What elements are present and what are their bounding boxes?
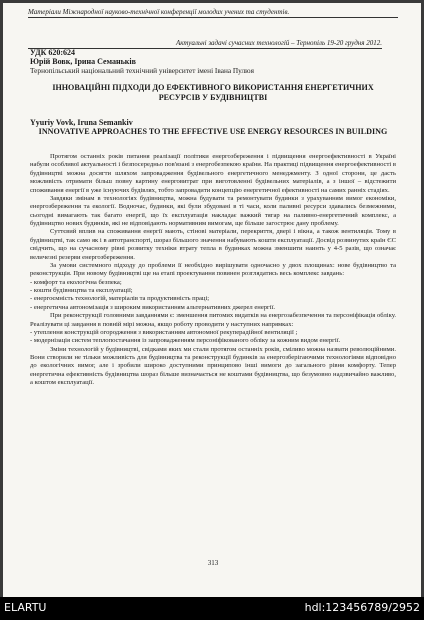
title-english: INNOVATIVE APPROACHES TO THE EFFECTIVE USE ENERGY RESOURCES IN BUILDING bbox=[38, 127, 388, 136]
handle-identifier: hdl:123456789/2952 bbox=[304, 601, 420, 614]
title-ukrainian: ІННОВАЦІЙНІ ПІДХОДИ ДО ЕФЕКТИВНОГО ВИКОРИСТАННЯ ЕНЕРГЕТИЧНИХ РЕСУРСІВ У БУДІВНИЦТВІ bbox=[52, 83, 374, 102]
authors-ukrainian: Юрій Вовк, Ірина Семанькiв bbox=[30, 57, 136, 66]
page-number: 313 bbox=[207, 559, 219, 567]
affiliation: Тернопільський національний технічний університет імені Івана Пулюя bbox=[30, 66, 254, 75]
header-line-2: Актуальні задачі сучасних технологій – Тернопіль 19-20 грудня 2012. bbox=[28, 39, 382, 49]
paragraph: Протягом останніх років питання реалізації політики енергозбереження і підвищення енергоефективності в Україні набули особливої актуальності і безпосередньо пов'язані з енергобезпекою країни. На практиці підвищення енергоефективності в будівництві можна досягти шляхом запровадження будівельного енергетичного менеджменту. З одної сторони, це дасть можливість отримати більш повну картину енерговитрат при виготовленні будівельних матеріалів, а з іншої – відстежити споживання енергії в уже існуючих будівлях, тобто запровадити концепцію енергетичної ефективності на самих ранніх стадіях. bbox=[30, 153, 396, 194]
list-item: - комфорт та екологічна безпека; bbox=[30, 278, 122, 286]
list-item: - кошти будівництва та експлуатації; bbox=[30, 287, 133, 294]
document-page bbox=[3, 3, 421, 597]
list-item: - утеплення конструкцій огородження з використанням автономної рекуперадійної вентиляції ; bbox=[30, 328, 298, 336]
list-item: - модернізація систем теплопостачання із запровадженням персоніфікованого обліку за кожним видом енергії. bbox=[30, 337, 341, 345]
paragraph: Суттєвий вплив на споживання енергії мають, стінові матеріали, перекриття, двері і вікна, а також вентиляція. Тому в будівництві, так само як і в автотранспорті, шораз більшого значення набувають кошти експлуатації. Досвід розвинутих країн ЄС свідчить, що на сучасному рівні розвитку техніки втрату тепла в будинках можна зменшити наинть у 4-5 разів, що означає величезні резерви енергозбереження. bbox=[30, 228, 396, 261]
article-body bbox=[30, 153, 396, 388]
paragraph: При реконструкції головними завданнями є: зменшення питомих видатків на енергозабезпечення та персоніфікація обліку. Реалізувати ці завдання в повній мірі можна, якщо роботу проводити у наступних напрямках: bbox=[30, 312, 396, 328]
udc-code: УДК 620:624 bbox=[30, 48, 76, 57]
list-item: - енергоємність технологій, матеріалів та продуктивність праці; bbox=[30, 295, 210, 303]
header-line-1: Матеріали Міжнародної науково-технічної конференції молодих учених та студентів. bbox=[28, 8, 398, 18]
repository-footer-bar bbox=[0, 597, 424, 620]
paragraph: Завдяки змінам в технологіях будівництва, можна будувати та ремонтувати будинки з урахуванням вимог економіки, енергозбереження та екології. Водночас, будинки, які були збудовані в ті часи, коли паливні ресурси здавались безмежними, сьогодні вимагають так багато енергії, що їх експлуатація накладає важкий тягар на паливно-енергетичний комплекс, а будівництво нових будинків, які не відповідають нормативним вимогам, ще більше загострює дану проблему. bbox=[30, 194, 396, 227]
paragraph: Зміни технологій у будівництві, свідками яких ми стали протягом останніх років, сміливо можна назвати революційними. Вони створили не тільки можливість для будівництва та реконструкції будинків за енергозберігаючими технологіями відповідно до екологічних вимог, але і зробили широко доступними принципово інші вимоги до загального рівня комфорту. Тепер енергетична ефективність будівництва шораз більше визначається не коштами будівництва, що безумовно надзвичайно важливо, а коштом експлуатації. bbox=[30, 345, 396, 387]
authors-english: Yyuriy Vovk, Iruna Semankiv bbox=[30, 118, 133, 127]
list-item: - енергетична автономізація з широким використанням альтернативних джерел енергії. bbox=[30, 303, 276, 311]
repository-name: ELARTU bbox=[4, 601, 47, 614]
paragraph: За умови системного підходу до проблеми її необхідно вирішувати одночасно у двох площинах: нове будівництво та реконструкція. При новому будівництві ще на етапі проектування повинен розглядатись весь комплекс завдань: bbox=[30, 261, 396, 278]
